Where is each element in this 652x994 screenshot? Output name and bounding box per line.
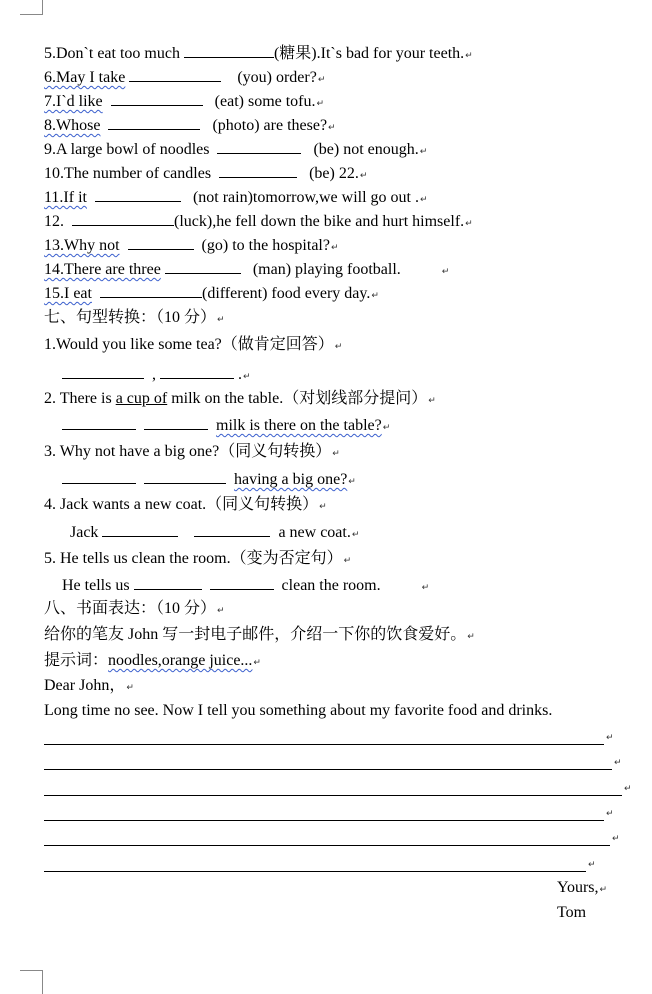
question-10: 10.The number of candles (be) 22.↵ — [44, 165, 368, 182]
letter-signature: Tom — [557, 904, 587, 921]
paragraph-mark: ↵ — [606, 733, 614, 743]
paragraph-mark: ↵ — [614, 758, 622, 768]
transform-q3: 3. Why not have a big one?（同义句转换）↵ — [44, 443, 340, 460]
transform-q5-answer: He tells us clean the room. ↵ — [62, 577, 430, 594]
paragraph-mark: ↵ — [606, 809, 614, 819]
section-7-heading: 七、句型转换：（10 分）↵ — [44, 309, 225, 326]
answer-blank[interactable] — [129, 67, 221, 82]
transform-q1: 1.Would you like some tea?（做肯定回答）↵ — [44, 336, 343, 353]
answer-blank[interactable] — [144, 415, 208, 430]
writing-line[interactable] — [44, 820, 604, 821]
question-5: 5.Don`t eat too much (糖果).It`s bad for your teeth.↵ — [44, 45, 473, 62]
writing-line[interactable] — [44, 871, 586, 872]
transform-q1-answer: , .↵ — [62, 364, 251, 387]
question-8: 8.Whose (photo) are these?↵ — [44, 117, 336, 134]
answer-blank[interactable] — [219, 163, 297, 178]
writing-line[interactable] — [44, 845, 610, 846]
answer-blank[interactable] — [111, 91, 203, 106]
answer-blank[interactable] — [128, 235, 194, 250]
answer-blank[interactable] — [144, 469, 226, 484]
answer-blank[interactable] — [210, 575, 274, 590]
writing-line[interactable] — [44, 769, 612, 770]
answer-blank[interactable] — [134, 575, 202, 590]
writing-task: 给你的笔友 John 写一封电子邮件，介绍一下你的饮食爱好。↵ — [44, 626, 475, 643]
answer-blank[interactable] — [95, 187, 181, 202]
page-corner-mark-top — [20, 0, 43, 15]
answer-blank[interactable] — [72, 211, 174, 226]
writing-line[interactable] — [44, 795, 622, 796]
hint-words: 提示词：noodles,orange juice...↵ — [44, 652, 261, 669]
answer-blank[interactable] — [217, 139, 301, 154]
page-corner-mark-bottom — [20, 970, 43, 994]
letter-closing: Yours,↵ — [557, 879, 608, 896]
answer-blank[interactable] — [62, 469, 136, 484]
salutation: Dear John，↵ — [44, 677, 134, 694]
question-11: 11.If it (not rain)tomorrow,we will go out .↵ — [44, 189, 428, 206]
question-6: 6.May I take (you) order?↵ — [44, 69, 326, 86]
paragraph-mark: ↵ — [624, 784, 632, 794]
transform-q2-answer: milk is there on the table?↵ — [62, 415, 390, 438]
paragraph-mark: ↵ — [612, 834, 620, 844]
transform-q4: 4. Jack wants a new coat.（同义句转换）↵ — [44, 496, 327, 513]
transform-q2: 2. There is a cup of milk on the table.（对划线部分提问）↵ — [44, 390, 436, 407]
question-7: 7.I`d like (eat) some tofu.↵ — [44, 93, 325, 110]
paragraph-mark: ↵ — [588, 860, 596, 870]
question-9: 9.A large bowl of noodles (be) not enough.↵ — [44, 141, 428, 158]
answer-blank[interactable] — [62, 415, 136, 430]
answer-blank[interactable] — [62, 364, 144, 379]
answer-blank[interactable] — [184, 43, 274, 58]
answer-blank[interactable] — [108, 115, 200, 130]
transform-q3-answer: having a big one?↵ — [62, 469, 356, 492]
section-8-heading: 八、书面表达：（10 分）↵ — [44, 600, 225, 617]
answer-blank[interactable] — [100, 283, 202, 298]
answer-blank[interactable] — [160, 364, 234, 379]
transform-q5: 5. He tells us clean the room.（变为否定句）↵ — [44, 550, 352, 567]
question-15: 15.I eat (different) food every day.↵ — [44, 285, 379, 302]
answer-blank[interactable] — [165, 259, 241, 274]
writing-line[interactable] — [44, 744, 604, 745]
answer-blank[interactable] — [194, 522, 270, 537]
transform-q4-answer: Jack a new coat.↵ — [70, 524, 360, 541]
question-14: 14.There are three (man) playing football. ↵ — [44, 261, 450, 278]
answer-blank[interactable] — [102, 522, 178, 537]
letter-opening: Long time no see. Now I tell you something about my favorite food and drinks. — [44, 702, 553, 719]
question-12: 12. (luck),he fell down the bike and hurt himself.↵ — [44, 213, 473, 230]
question-13: 13.Why not (go) to the hospital?↵ — [44, 237, 339, 254]
